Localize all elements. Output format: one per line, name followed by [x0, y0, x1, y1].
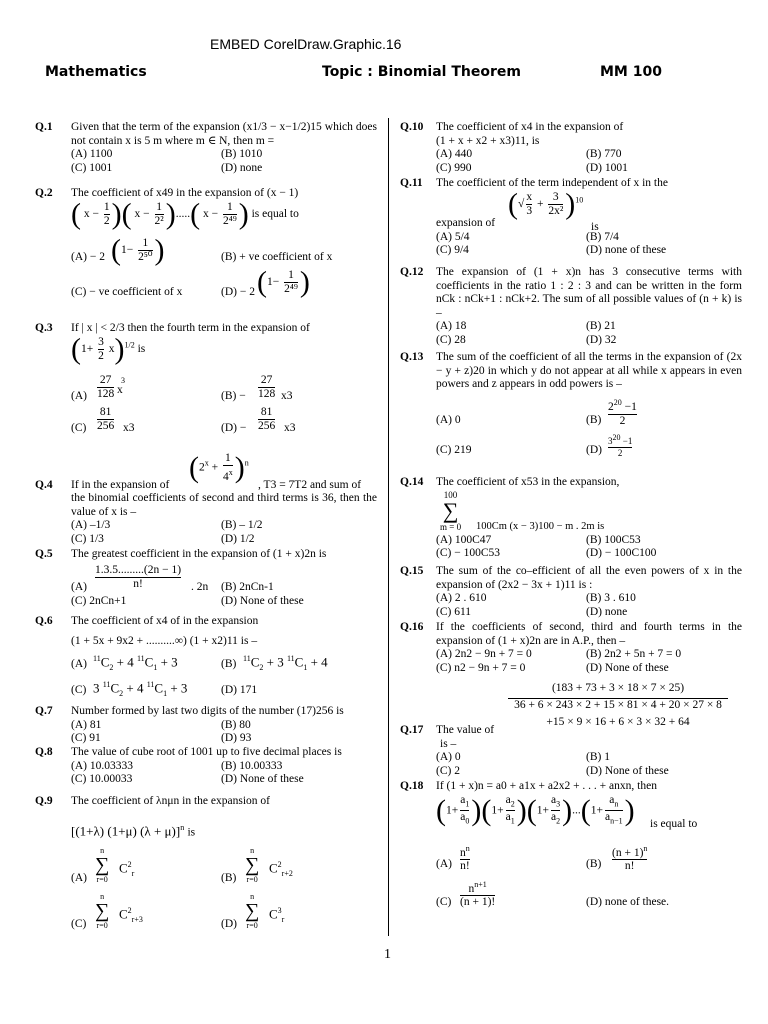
question-tail: is: [591, 220, 599, 233]
option-d: (D) none of these.: [586, 895, 670, 908]
question-number: Q.3: [35, 322, 53, 334]
question-8: [35, 746, 377, 787]
option-a: (A) 100C47: [436, 533, 492, 546]
question-text: If the coefficients of second, third and fourth terms in the expansion of (1 + x)2n are in A.P., then –: [436, 621, 742, 647]
question-number: Q.13: [400, 351, 424, 363]
option-d: (D) None of these: [586, 764, 669, 777]
question-number: Q.10: [400, 121, 424, 133]
question-text: The greatest coefficient in the expansion of (1 + x)2n is: [71, 548, 327, 560]
option-b: (B) 21: [586, 320, 616, 333]
option-c: (C) 1001: [71, 161, 113, 174]
question-text: The coefficient of x4 in the expansion of: [436, 121, 624, 133]
option-c: (C) 10.00033: [71, 773, 133, 786]
option-c: (C) − ve coefficient of x: [71, 285, 183, 298]
question-tail: is equal to: [251, 207, 299, 220]
question-text: If (1 + x)n = a0 + a1x + a2x2 + . . . + anxn, then: [436, 780, 657, 792]
option-c: (C) 219: [436, 443, 472, 456]
question-text: The coefficient of x53 in the expansion,: [436, 476, 620, 488]
option-a: (A) 2n2 − 9n + 7 = 0: [436, 648, 532, 661]
question-number: Q.5: [35, 548, 53, 560]
question-2: Q.2 The coefficient of x49 in the expansion of (x − 1) ( x − $\frac{1}{2}$ )( x − $\frac{1}{\text{2²}}$ ).....( x − $\frac{1}{\text{2⁴⁹}}$ ) is equal to (A) − 2 (1− $\frac{1}{\text{2⁵⁰}}$ ) (B) + ve coefficient of x (C) − ve coefficient of x (D) − 2 (1− $\frac{1}{\text{2⁴⁹}}$ ): [35, 187, 377, 303]
question-tail: is: [187, 825, 196, 838]
question-pre: expansion of: [436, 216, 496, 229]
option-d: (D) None of these: [586, 661, 669, 674]
question-number: Q.12: [400, 266, 424, 278]
option-b: (B) 1: [586, 751, 610, 764]
option-b: (B) – 1/2: [221, 519, 263, 532]
option-b: (B) 2n2 + 5n + 7 = 0: [586, 648, 682, 661]
question-number: Q.8: [35, 746, 53, 758]
option-c: (C) 990: [436, 161, 472, 174]
option-a-tail: . 2n: [191, 580, 209, 593]
option-b: (B): [586, 413, 602, 426]
page-number: 1: [384, 947, 391, 962]
question-4: Q.4 If in the expansion of ($2^x$ + $\frac{1}{4^x}$ )$^n$ , T3 = 7T2 and sum of the binomial coefficients of second and third terms is 36, then the value of x is – (A) –1/3 (B) – 1/2 (C) 1/3 (D) 1/2: [35, 451, 377, 545]
question-text: The value of cube root of 1001 up to five decimal places is: [71, 746, 342, 758]
question-15: [400, 565, 742, 619]
option-b: (B) 2nCn-1: [221, 580, 274, 593]
question-3: Q.3 If | x | < 2/3 then the fourth term in the expansion of (1+ $\frac{3}{2}$ x)$^{1/2}$ is (A) $\frac{27}{128}$ $^3$ x (B) − $\frac{27}{128}$ x3 (C) $\frac{81}{256}$ x3 (D) − $\frac{81}{256}$ x3: [35, 322, 377, 438]
x3-label: x3: [284, 421, 296, 434]
option-c: (C) 28: [436, 333, 466, 346]
option-c: (C): [71, 917, 87, 930]
question-number: Q.16: [400, 621, 424, 633]
question-14: Q.14 The coefficient of x53 in the expansion, 100 ∑ m = 0 100Cm (x − 3)100 − m . 2m is (A) 100C47 (B) 100C53 (C) − 100C53 (D) − 100C100: [400, 476, 742, 561]
option-d: (D) 1/2: [221, 532, 255, 545]
option-a: (A): [71, 871, 87, 884]
option-c: (C) n2 − 9n + 7 = 0: [436, 661, 526, 674]
question-number: Q.11: [400, 177, 423, 189]
option-b: (B) 7/4: [586, 230, 619, 243]
question-number: Q.14: [400, 476, 424, 488]
option-a: (A) 2 . 610: [436, 592, 487, 605]
expansion-expression: (1 + x + x2 + x3)11, is: [436, 134, 540, 147]
expansion-expression: [(1+λ) (1+μ) (λ + μ)]$^n$ is: [71, 822, 196, 838]
option-d: (D) 32: [586, 333, 617, 346]
question-text: The coefficient of λnμn in the expansion of: [71, 795, 270, 807]
question-number: Q.6: [35, 615, 53, 627]
question-text: The coefficient of x4 of in the expansion: [71, 615, 259, 627]
question-text: Given that the term of the expansion (x1/3 − x−1/2)15 which does not contain x is 5 m where m ∈ N, then m =: [71, 121, 377, 147]
option-d: (D) − 100C100: [586, 547, 657, 560]
question-text: The sum of the co–efficient of all the even powers of x in the expansion of (2x2 − 3x + 1)11 is :: [436, 565, 742, 591]
option-c: (C): [71, 684, 87, 697]
option-b: (B) 80: [221, 718, 251, 731]
option-a: (A) − 2: [71, 250, 105, 263]
option-c: (C) − 100C53: [436, 547, 500, 560]
question-7: [35, 705, 377, 746]
option-d: (D) 171: [221, 684, 258, 697]
option-a: (A) 5/4: [436, 230, 470, 243]
option-a: (A) 18: [436, 320, 467, 333]
fraction-numerator: (183 + 73 + 3 × 18 × 7 × 25): [551, 682, 685, 694]
product-expression: ( x − $\frac{1}{2}$ )( x − $\frac{1}{\text{2²}}$ ).....( x − $\frac{1}{\text{2⁴⁹}}$ ) is equal to: [71, 197, 299, 231]
question-tail: is: [137, 342, 146, 355]
option-d: (D): [586, 443, 602, 456]
product-expression: (1+ $\frac{a_1}{a_0}$ )(1+ $\frac{a_2}{a_1}$ )(1+ $\frac{a_3}{a_2}$ )...(1+ $\frac{a_n}{a_{n-1}}$ ) is equal to: [436, 793, 698, 830]
question-text: The value of: [436, 724, 495, 736]
option-d: (D) 93: [221, 732, 252, 745]
option-c: (C): [436, 895, 452, 908]
subject-heading: Mathematics: [45, 64, 147, 80]
option-d: (D) 1001: [586, 161, 628, 174]
option-b: (B): [586, 857, 602, 870]
option-a: (A): [71, 580, 87, 593]
option-d: (D) None of these: [221, 773, 304, 786]
question-number: Q.2: [35, 187, 53, 199]
option-a: (A) 81: [71, 718, 102, 731]
column-divider: [388, 118, 389, 936]
option-d: (D) none of these: [586, 244, 667, 257]
option-b: (B) 10.00333: [221, 759, 283, 772]
question-text: Number formed by last two digits of the number (17)256 is: [71, 705, 344, 717]
option-c: (C) 2: [436, 764, 460, 777]
option-b: (B) 3 . 610: [586, 592, 636, 605]
expansion-expression: (1+ $\frac{3}{2}$ x)$^{1/2}$ is: [71, 332, 146, 366]
option-c: (C) 611: [436, 605, 472, 618]
summation-expression: 100Cm (x − 3)100 − m . 2m is: [476, 520, 605, 532]
option-b: (B): [221, 871, 237, 884]
option-c: (C) 91: [71, 732, 101, 745]
question-text: The sum of the coefficient of all the terms in the expansion of (2x − y + z)20 in which y do not appear at all while x appears in even powers and z appears in odd powers is –: [436, 351, 742, 391]
question-number: Q.9: [35, 795, 53, 807]
question-5: [35, 548, 377, 608]
option-d: (D) none: [221, 161, 263, 174]
option-d: (D) − 2: [221, 285, 255, 298]
question-number: Q.1: [35, 121, 53, 133]
option-a: (A) 1100: [71, 148, 113, 161]
question-9: Q.9 The coefficient of λnμn in the expansion of [(1+λ) (1+μ) (λ + μ)]$^n$ is (A) n ∑ r=0 $C^2_r$ (B) n ∑ r=0 $C^2_{r+2}$ (C) n ∑ r=0 $C^2_{r+3}$ (D) n ∑ r=0 $C^3_r$: [35, 795, 377, 934]
question-number: Q.4: [35, 479, 53, 491]
option-b: (B) 100C53: [586, 533, 641, 546]
option-a: (A) –1/3: [71, 519, 111, 532]
option-c: (C): [71, 421, 87, 434]
option-b: (B): [221, 658, 237, 671]
question-16: [400, 621, 742, 675]
x3-label: x3: [123, 421, 135, 434]
option-a: (A) 10.03333: [71, 759, 133, 772]
question-number: Q.15: [400, 565, 424, 577]
question-12: [400, 266, 742, 348]
fraction-denominator-2: +15 × 9 × 16 + 6 × 3 × 32 + 64: [546, 716, 690, 729]
marks-heading: MM 100: [600, 64, 662, 80]
fraction-numerator: 1.3.5.........(2n − 1): [95, 563, 182, 576]
option-b: (B) 1010: [221, 148, 263, 161]
option-a: (A): [436, 857, 452, 870]
question-number: Q.17: [400, 724, 424, 736]
option-c: (C) 9/4: [436, 244, 469, 257]
question-text: If | x | < 2/3 then the fourth term in the expansion of: [71, 322, 310, 334]
option-d: (D): [221, 917, 237, 930]
fraction-denominator-1: 36 + 6 × 243 × 2 + 15 × 81 × 4 + 20 × 27 × 8: [508, 698, 728, 713]
question-18: Q.18 If (1 + x)n = a0 + a1x + a2x2 + . . . + anxn, then (1+ $\frac{a_1}{a_0}$ )(1+ $\frac{a_2}{a_1}$ )(1+ $\frac{a_3}{a_2}$ )...(1+ $\frac{a_n}{a_{n-1}}$ ) is equal to (A) $\frac{n^n}{n!}$ (B) $\frac{(n + 1)^n}{n!}$ (C) $\frac{n^{n+1}}{(n + 1)!}$ (D) none of these.: [400, 780, 742, 910]
question-pre: If in the expansion of: [71, 479, 170, 491]
fraction-expression: [508, 682, 728, 730]
option-a: (A) 440: [436, 148, 473, 161]
option-b: (B) −: [221, 389, 246, 402]
option-c: (C) 1/3: [71, 532, 104, 545]
question-13: Q.13 The sum of the coefficient of all the terms in the expansion of (2x − y + z)20 in which y do not appear at all while x appears in even powers and z appears in odd powers is – (A) 0 (B) $\frac{2^{20} -1}{2}$ (C) 219 (D) $\frac{3^{20} -1}{2}$: [400, 351, 742, 458]
question-number: Q.7: [35, 705, 53, 717]
question-tail: is equal to: [650, 817, 698, 830]
question-text: The coefficient of the term independent of x in the: [436, 177, 668, 189]
question-text: The expansion of (1 + x)n has 3 consecutive terms with coefficients in the ratio 1 : 2 : 3 and can be written in the form nCk : nCk+1 : nCk+2. The sum of all possible values of (n + k) is –: [436, 266, 742, 319]
option-b: (B) + ve coefficient of x: [221, 250, 333, 263]
option-d: (D) none: [586, 605, 628, 618]
topic-heading: Topic : Binomial Theorem: [322, 64, 521, 80]
question-number: Q.18: [400, 780, 424, 792]
option-d: (D) −: [221, 421, 247, 434]
expansion-expression: (1 + 5x + 9x2 + ..........∞) (1 + x2)11 is –: [71, 634, 258, 647]
question-text-2: is –: [440, 737, 457, 750]
x3-label: x3: [281, 389, 293, 402]
embed-label: EMBED CorelDraw.Graphic.16: [210, 36, 402, 52]
option-a: (A) 0: [436, 751, 461, 764]
question-10: [400, 121, 742, 175]
question-1: [35, 121, 377, 175]
option-d: (D) None of these: [221, 594, 304, 607]
option-a: (A) 0: [436, 413, 461, 426]
option-c: (C) 2nCn+1: [71, 594, 127, 607]
fraction-denominator: n!: [95, 577, 181, 591]
option-a: (A): [71, 389, 87, 402]
question-6: Q.6 The coefficient of x4 of in the expansion (1 + 5x + 9x2 + ..........∞) (1 + x2)11 is – (A) $^{11}C_2 + 4$ $^{11}C_1 + 3$ (B) $^{11}C_2 + 3$ $^{11}C_1 + 4$ (C) 3 $^{11}C_2 + 4$ $^{11}C_1 + 3$ (D) 171: [35, 615, 377, 700]
question-text: The coefficient of x49 in the expansion of (x − 1): [71, 187, 299, 199]
question-11: Q.11 The coefficient of the term independent of x in the expansion of (√ $\frac{x}{3}$ + $\frac{3}{\text{2x²}}$ )$^{10}$ is (A) 5/4 (B) 7/4 (C) 9/4 (D) none of these: [400, 177, 742, 258]
option-a: (A): [71, 658, 87, 671]
option-b: (B) 770: [586, 148, 622, 161]
